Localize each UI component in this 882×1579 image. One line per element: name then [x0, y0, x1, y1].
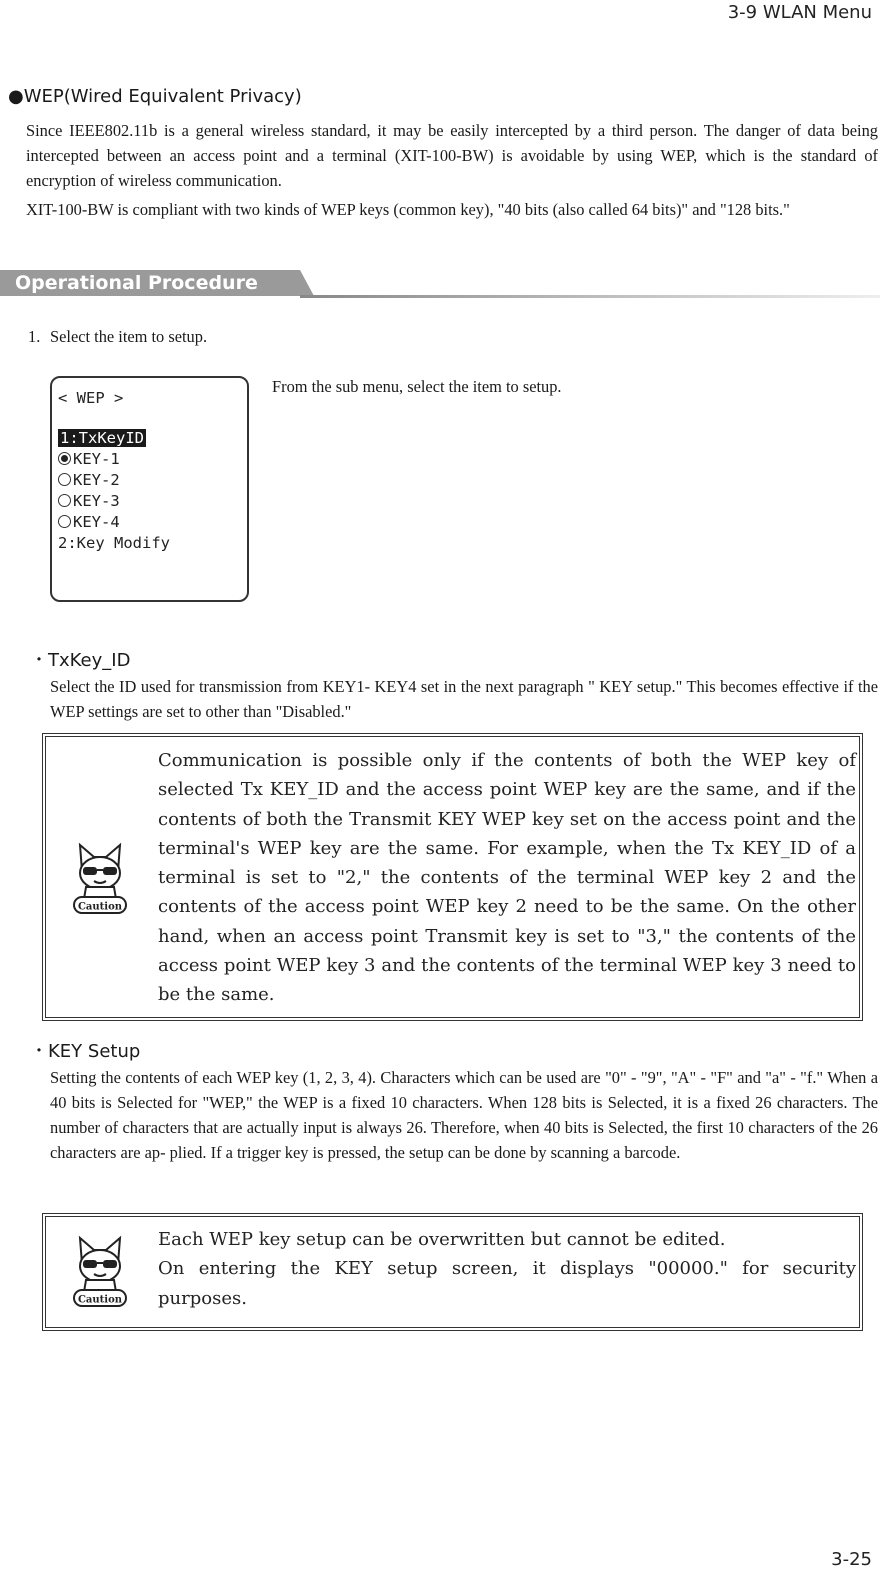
keysetup-paragraph: Setting the contents of each WEP key (1, 2, 3, 4). Characters which can be used are "0" - "9", "A" - "F" and "a" - "f." When a 40 bits is Selected for "WEP," the WEP is a fixed 10 characters. When 128 bits is Selected, it is a fixed 26 characters. The number of characters that are actually input is always 26. Therefore, when 40 bits is Selected, the first 10 characters of the 26 characters are ap- plied. If a trigger key is pressed, the setup can be done by scanning a barcode.: [50, 1068, 878, 1162]
step-1-note: From the sub menu, select the item to setup.: [272, 377, 562, 396]
caution-label: Caution: [77, 901, 123, 913]
screen-key-3-label: KEY-3: [73, 492, 120, 510]
radio-empty-icon: [58, 494, 71, 507]
page-number: 3-25: [831, 1549, 872, 1570]
caution-cat-icon: [72, 1234, 128, 1308]
txkey-paragraph: Select the ID used for transmission from KEY1- KEY4 set in the next paragraph " KEY setup." This becomes effective if the WEP settings are set to other than "Disabled.": [50, 677, 878, 721]
step-1: [28, 327, 207, 347]
screen-title: < WEP >: [58, 389, 124, 407]
screen-menu-item-txkeyid[interactable]: [58, 428, 146, 449]
caution-label: Caution: [77, 1294, 123, 1306]
caution-cat-icon: [72, 841, 128, 915]
wep-paragraph-1: Since IEEE802.11b is a general wireless standard, it may be easily intercepted by a third person. The danger of data being intercepted between an access point and a terminal (XIT-100-BW) is avoidable by using WEP, which is the standard of encryption of wireless communication.: [26, 121, 878, 190]
step-1-number: 1.: [28, 327, 41, 346]
screen-key-4-label: KEY-4: [73, 513, 120, 531]
procedure-heading: Operational Procedure: [15, 272, 258, 294]
step-1-text: Select the item to setup.: [50, 327, 208, 346]
caution-1-text: Communication is possible only if the contents of both the WEP key of selected Tx KEY_ID and the access point WEP key are the same, and if the contents of both the Transmit KEY WEP key set on the access point and the terminal's WEP key are the same. For example, when the Tx KEY_ID of a terminal is set to "2," the contents of the terminal WEP key 2 and the contents of the access point WEP key 2 need to be the same. On the other hand, when an access point Transmit key is set to "3," the contents of the access point WEP key 3 and the contents of the terminal WEP key 3 need to be the same.: [158, 750, 856, 1006]
screen-key-2-label: KEY-2: [73, 471, 120, 489]
caution-2-line-1: Each WEP key setup can be overwritten but cannot be edited.: [158, 1229, 726, 1250]
screen-item-1-label: 1:TxKeyID: [60, 429, 144, 447]
caution-2-text: [158, 1225, 856, 1313]
screen-radio-key-4[interactable]: [58, 512, 120, 533]
screen-radio-key-3[interactable]: [58, 491, 120, 512]
txkey-heading: ・TxKey_ID: [30, 650, 131, 671]
radio-empty-icon: [58, 515, 71, 528]
wep-section-title: ●WEP(Wired Equivalent Privacy): [8, 86, 302, 107]
keysetup-heading: ・KEY Setup: [30, 1041, 141, 1062]
wep-paragraph-2: XIT-100-BW is compliant with two kinds of WEP keys (common key), "40 bits (also called 64 bits)" and "128 bits.": [26, 200, 790, 219]
screen-key-1-label: KEY-1: [73, 450, 120, 468]
screen-radio-key-2[interactable]: [58, 470, 120, 491]
header-section-title: 3-9 WLAN Menu: [727, 2, 872, 23]
radio-selected-icon: [58, 452, 71, 465]
screen-menu-item-key-modify[interactable]: 2:Key Modify: [58, 534, 170, 552]
screen-radio-key-1[interactable]: [58, 449, 120, 470]
radio-empty-icon: [58, 473, 71, 486]
caution-2-line-2: On entering the KEY setup screen, it displays "00000." for security purposes.: [158, 1258, 856, 1309]
